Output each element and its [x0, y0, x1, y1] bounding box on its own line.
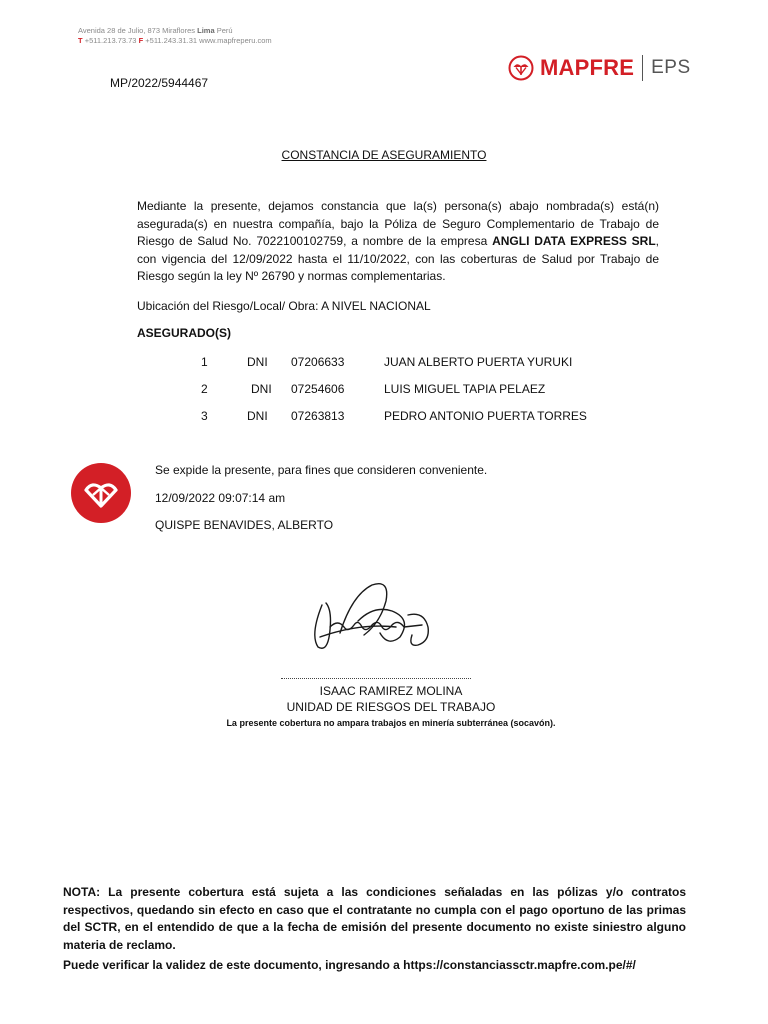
address-city: Lima: [197, 26, 215, 35]
signatory-unit: UNIDAD DE RIESGOS DEL TRABAJO: [286, 700, 496, 714]
insured-doc-number: 07254606: [291, 382, 345, 396]
body-text-a: Mediante la presente, dejamos constancia que la(s) persona(s) abajo nombrada(s) está(n) asegurada(s) en nuestra compañía, bajo la Póliza de Seguro Complementario de Trabajo de Riesgo de Salud No. 7022100102759, a nombre de la empresa: [137, 199, 659, 249]
issue-datetime: 12/09/2022 09:07:14 am: [155, 491, 286, 505]
company-name: ANGLI DATA EXPRESS SRL: [492, 234, 656, 249]
phone-label: T: [78, 36, 83, 45]
insured-name: PEDRO ANTONIO PUERTA TORRES: [384, 409, 587, 423]
insured-number: 1: [201, 355, 208, 369]
mapfre-seal-icon: [70, 462, 132, 524]
fax-number: +511.243.31.31: [145, 36, 198, 45]
signature-line: [281, 678, 471, 679]
mapfre-logo: [508, 52, 691, 84]
insured-heading: ASEGURADO(S): [137, 326, 232, 340]
body-paragraph: [137, 198, 659, 286]
insured-number: 2: [201, 382, 208, 396]
insured-doc-number: 07263813: [291, 409, 345, 423]
reference-number: MP/2022/5944467: [110, 76, 209, 90]
risk-location: Ubicación del Riesgo/Local/ Obra: A NIVEL NACIONAL: [137, 299, 431, 313]
fax-label: F: [138, 36, 144, 45]
insured-row: [0, 382, 768, 398]
phone-number: +511.213.73.73: [84, 36, 137, 45]
handwritten-signature: [300, 575, 450, 665]
header-address: [78, 25, 233, 36]
insured-doc-type: DNI: [247, 355, 268, 369]
header-contact: [78, 36, 272, 45]
footer-note: [63, 884, 686, 954]
mapfre-logo-icon: [508, 55, 534, 81]
insured-row: [0, 409, 768, 425]
insured-name: LUIS MIGUEL TAPIA PELAEZ: [384, 382, 546, 396]
insured-row: [0, 355, 768, 371]
verification-text[interactable]: Puede verificar la validez de este documento, ingresando a https://constanciassctr.mapfre.com.pe/#/: [63, 958, 636, 972]
coverage-note: La presente cobertura no ampara trabajos en minería subterránea (socavón).: [226, 718, 556, 728]
note-label: NOTA:: [63, 885, 101, 899]
insured-doc-type: DNI: [247, 409, 268, 423]
body-text-b: , con vigencia del 12/09/2022 hasta el 11/10/2022, con las coberturas de Salud por Trabajo de Riesgo según la ley Nº 26790 y normas complementarias.: [137, 234, 659, 284]
insured-doc-number: 07206633: [291, 355, 345, 369]
insured-name: JUAN ALBERTO PUERTA YURUKI: [384, 355, 573, 369]
address-street: Avenida 28 de Julio, 873 Miraflores: [78, 26, 196, 35]
logo-divider: [642, 55, 643, 81]
document-title: CONSTANCIA DE ASEGURAMIENTO: [281, 148, 487, 162]
insured-number: 3: [201, 409, 208, 423]
logo-division: EPS: [651, 57, 691, 78]
website-link[interactable]: www.mapfreperu.com: [199, 36, 272, 45]
note-text: La presente cobertura está sujeta a las condiciones señaladas en las pólizas y/o contratos respectivos, quedando sin efecto en caso que el contratante no cumpla con el pago oportuno de las primas del SCTR, en el entendido de que a la fecha de emisión del presente documento no existe siniestro alguno materia de reclamo.: [63, 885, 686, 952]
issuer-name: QUISPE BENAVIDES, ALBERTO: [155, 518, 334, 532]
signatory-name: ISAAC RAMIREZ MOLINA: [319, 684, 463, 698]
insured-doc-type: DNI: [251, 382, 272, 396]
logo-brand: MAPFRE: [540, 55, 635, 80]
issue-statement: Se expide la presente, para fines que consideren conveniente.: [155, 463, 488, 477]
address-country: Perú: [216, 26, 233, 35]
